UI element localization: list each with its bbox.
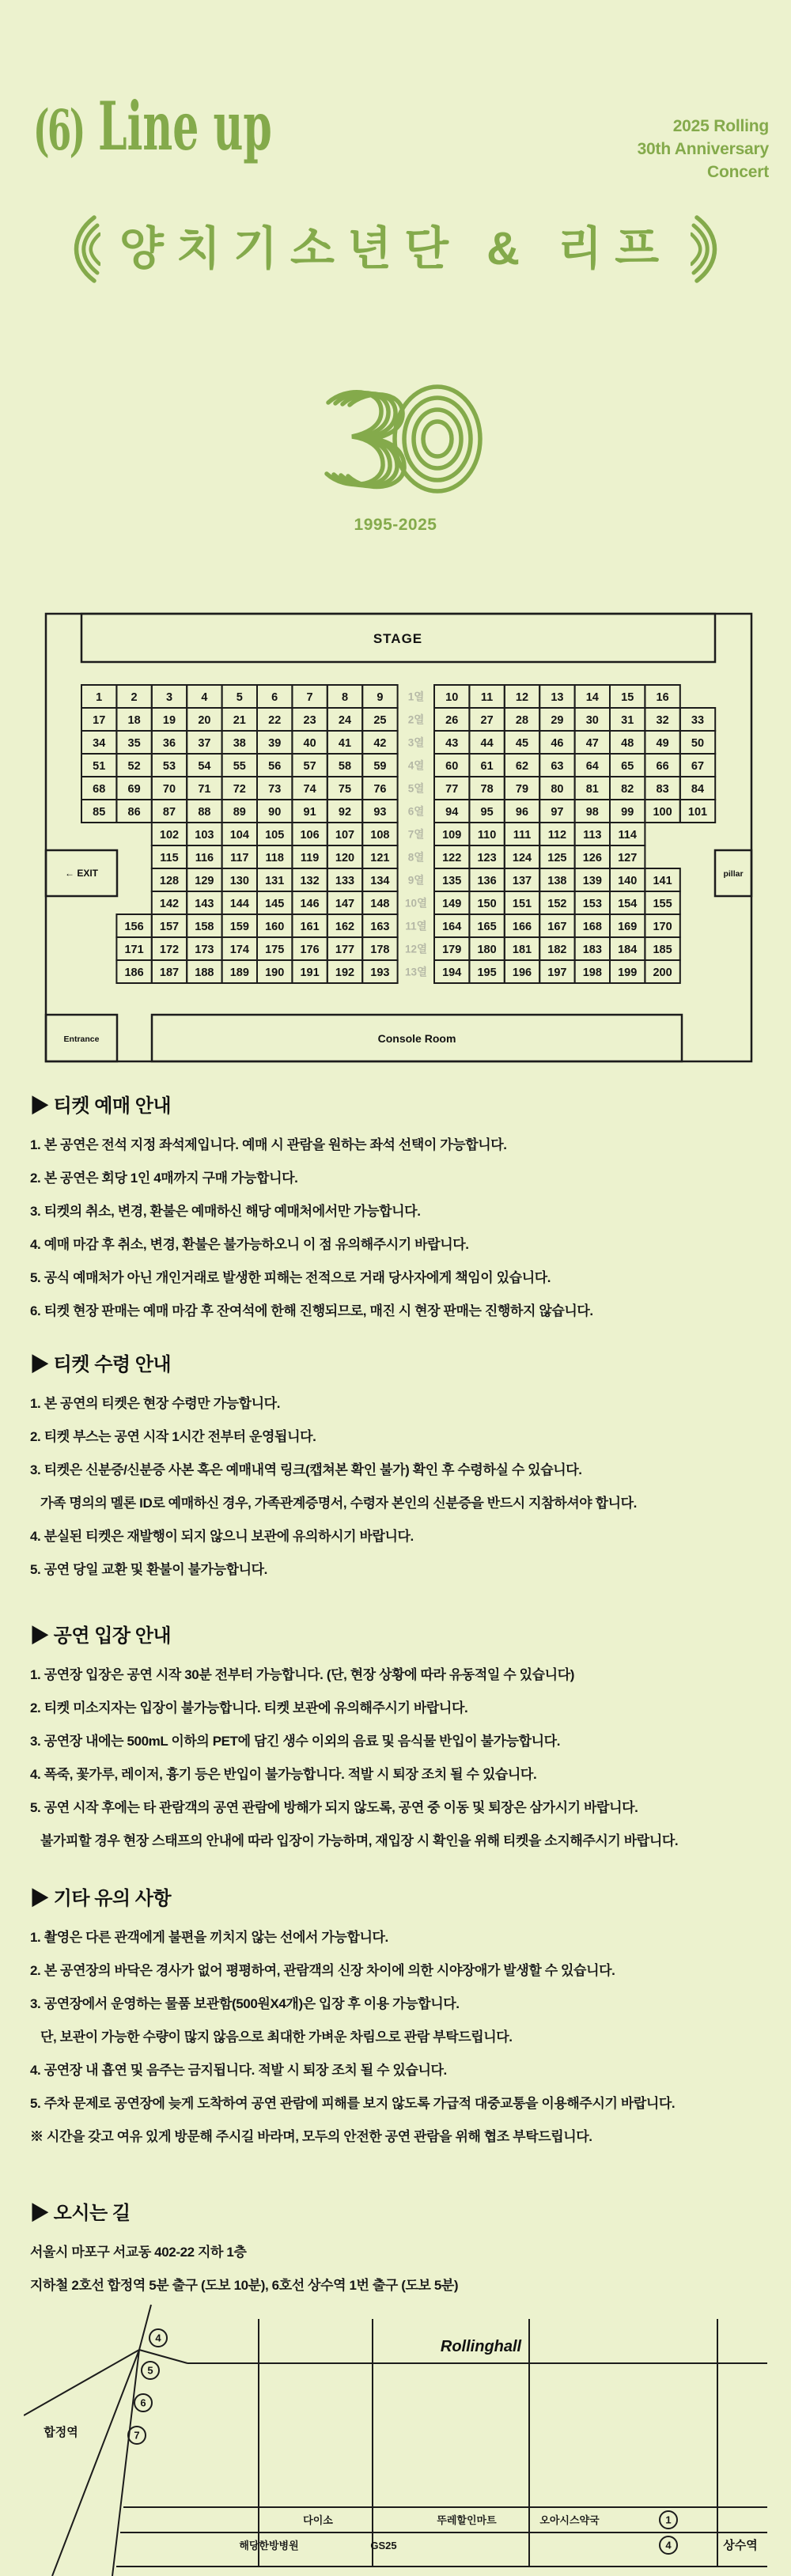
seat-number: 62	[515, 760, 529, 773]
seat-number: 17	[93, 714, 106, 727]
section-items	[30, 1397, 766, 1577]
notice-item: 가족 명의의 멜론 ID로 예매하신 경우, 가족관계증명서, 수령자 본인의 신분증을 반드시 지참하셔야 합니다.	[40, 1496, 637, 1511]
seat-number: 160	[265, 921, 285, 933]
notice-item: 5. 공연 당일 교환 및 환불이 불가능합니다.	[30, 1562, 267, 1577]
seat-number: 112	[547, 829, 567, 842]
seat-number: 182	[547, 944, 567, 956]
seat-number: 116	[195, 852, 214, 864]
seat-number: 151	[512, 898, 532, 910]
seat-number: 153	[582, 898, 602, 910]
hapjeong-exit-7	[128, 2427, 146, 2444]
notice-item: 1. 본 공연의 티켓은 현장 수령만 가능합니다.	[30, 1396, 281, 1411]
seat-number: 170	[653, 921, 672, 933]
pillar-label: pillar	[723, 869, 744, 879]
seat-number: 28	[515, 714, 529, 727]
row-label: 10열	[404, 897, 428, 910]
section-items	[30, 1138, 766, 1318]
seat-number: 79	[515, 783, 529, 796]
seat-number: 75	[338, 783, 352, 796]
seat-number: 8	[341, 691, 349, 704]
seat-number: 141	[653, 875, 672, 887]
seat-number: 90	[268, 806, 282, 819]
seat-number: 150	[477, 898, 497, 910]
seat-number: 155	[653, 898, 672, 910]
notice-item: 4. 분실된 티켓은 재발행이 되지 않으니 보관에 유의하시기 바랍니다.	[30, 1529, 414, 1544]
seat-number: 197	[547, 966, 567, 979]
seat-number: 11	[480, 691, 494, 704]
notice-item: 5. 주차 문제로 공연장에 늦게 도착하여 공연 관람에 피해를 보지 않도록 가급적 대중교통을 이용해주시기 바랍니다.	[30, 2096, 676, 2111]
seat-number: 76	[373, 783, 387, 796]
seat-number: 46	[551, 737, 564, 750]
right-bracket-ornament	[691, 215, 727, 283]
seat-number: 97	[551, 806, 564, 819]
seat-number: 70	[162, 783, 176, 796]
seat-number: 96	[515, 806, 529, 819]
seat-number: 158	[195, 921, 214, 933]
seat-number: 195	[477, 966, 497, 979]
sangsu-exit-1	[660, 2511, 677, 2529]
seat-number: 69	[127, 783, 141, 796]
seat-number: 108	[370, 829, 390, 842]
seat-number: 4	[201, 691, 208, 704]
section-title: ▶ 오시는 길	[30, 2203, 131, 2224]
seat-number: 145	[265, 898, 285, 910]
seat-number: 29	[551, 714, 564, 727]
seat-number: 162	[335, 921, 355, 933]
notice-item: 2. 티켓 부스는 공연 시작 1시간 전부터 운영됩니다.	[30, 1429, 316, 1444]
notice-item: 3. 공연장에서 운영하는 물품 보관함(500원X4개)은 입장 후 이용 가능합니다.	[30, 1996, 460, 2011]
seat-number: 31	[621, 714, 634, 727]
svg-text:1: 1	[665, 2514, 672, 2526]
section-items	[30, 2245, 766, 2293]
seat-number: 111	[513, 829, 532, 842]
section-other-notices	[30, 1882, 766, 2163]
seat-number: 173	[195, 944, 214, 956]
entrance-label: Entrance	[63, 1035, 100, 1044]
seat-number: 117	[230, 852, 249, 864]
seat-number: 168	[582, 921, 602, 933]
exit-label: ← EXIT	[64, 868, 99, 879]
seat-number: 58	[338, 760, 352, 773]
seat-number: 164	[442, 921, 462, 933]
seat-number: 163	[370, 921, 390, 933]
notice-item: 1. 공연장 입장은 공연 시작 30분 전부터 가능합니다. (단, 현장 상황에 따라 유동적일 수 있습니다)	[30, 1667, 574, 1682]
notice-item: 3. 티켓의 취소, 변경, 환불은 예매하신 해당 예매처에서만 가능합니다.	[30, 1204, 421, 1219]
seat-number: 18	[127, 714, 141, 727]
seat-number: 200	[653, 966, 672, 979]
notice-item: 지하철 2호선 합정역 5분 출구 (도보 10분), 6호선 상수역 1번 출구 (도보 5분)	[30, 2278, 459, 2293]
seat-number: 57	[303, 760, 316, 773]
section-ticket-pickup	[30, 1349, 766, 1596]
seat-number: 102	[159, 829, 180, 842]
seat-number: 14	[585, 691, 599, 704]
seat-number: 73	[268, 783, 282, 796]
seat-number: 56	[268, 760, 282, 773]
seat-number: 51	[93, 760, 106, 773]
seat-number: 52	[127, 760, 141, 773]
notice-item: 2. 본 공연은 회당 1인 4매까지 구매 가능합니다.	[30, 1171, 298, 1186]
notice-item: 5. 공식 예매처가 아닌 개인거래로 발생한 피해는 전적으로 거래 당사자에게 책임이 있습니다.	[30, 1270, 551, 1285]
seat-number: 101	[687, 806, 708, 819]
seat-number: 156	[124, 921, 144, 933]
seat-number: 85	[93, 806, 106, 819]
seat-number: 104	[229, 829, 249, 842]
seat-number: 137	[512, 875, 532, 887]
row-label: 12열	[404, 943, 428, 955]
seat-number: 95	[480, 806, 494, 819]
section-title: ▶ 티켓 예매 안내	[30, 1095, 172, 1117]
seat-number: 15	[621, 691, 634, 704]
notice-item: 4. 예매 마감 후 취소, 변경, 환불은 불가능하오니 이 점 유의해주시기 바랍니다.	[30, 1237, 469, 1252]
seat-number: 123	[477, 852, 497, 864]
seat-number: 2	[131, 691, 138, 704]
notice-item: 1. 본 공연은 전석 지정 좌석제입니다. 예매 시 관람을 원하는 좌석 선택이 가능합니다.	[30, 1137, 507, 1152]
section-items	[30, 1668, 766, 1848]
seat-number: 147	[335, 898, 355, 910]
seat-number: 54	[198, 760, 211, 773]
section-directions	[30, 2197, 766, 2312]
seat-number: 44	[480, 737, 494, 750]
seat-number: 89	[233, 806, 246, 819]
seat-number: 59	[373, 760, 387, 773]
seat-number: 60	[445, 760, 459, 773]
seat-number: 172	[159, 944, 180, 956]
seat-number: 196	[512, 966, 532, 979]
seat-number: 138	[547, 875, 567, 887]
seat-number: 165	[477, 921, 497, 933]
store-pharmacy-label: 오아시스약국	[539, 2514, 600, 2526]
seat-number: 115	[160, 852, 179, 864]
notice-item: 5. 공연 시작 후에는 타 관람객의 공연 관람에 방해가 되지 않도록, 공연 중 이동 및 퇴장은 삼가시기 바랍니다.	[30, 1800, 638, 1815]
seat-number: 49	[656, 737, 669, 750]
seat-number: 83	[656, 783, 669, 796]
seat-number: 110	[477, 829, 497, 842]
seat-number: 135	[442, 875, 462, 887]
seat-number: 190	[265, 966, 285, 979]
seat-number: 129	[195, 875, 214, 887]
seat-number: 86	[127, 806, 141, 819]
seat-number: 78	[480, 783, 494, 796]
seat-number: 80	[551, 783, 564, 796]
seat-number: 50	[691, 737, 705, 750]
seat-number: 107	[335, 829, 355, 842]
seat-number: 33	[691, 714, 705, 727]
seat-number: 118	[265, 852, 284, 864]
notice-item: 단, 보관이 가능한 수량이 많지 않음으로 최대한 가벼운 차림으로 관람 부탁드립니다.	[40, 2029, 513, 2045]
seat-number: 66	[656, 760, 669, 773]
event-title-line2: 30th Anniversary	[637, 139, 769, 158]
seat-number: 35	[127, 737, 141, 750]
seat-number: 81	[585, 783, 599, 796]
seat-number: 41	[338, 737, 352, 750]
seat-number: 146	[300, 898, 320, 910]
notice-item: 1. 촬영은 다른 관객에게 불편을 끼치지 않는 선에서 가능합니다.	[30, 1930, 388, 1945]
seat-number: 140	[618, 875, 638, 887]
store-mart-label: 뚜레할인마트	[437, 2514, 497, 2526]
seat-number: 159	[229, 921, 249, 933]
seat-number: 87	[162, 806, 176, 819]
notice-item: 2. 본 공연장의 바닥은 경사가 없어 평평하여, 관람객의 신장 차이에 의한 시야장애가 발생할 수 있습니다.	[30, 1963, 615, 1978]
seat-number: 188	[195, 966, 214, 979]
event-title-line1: 2025 Rolling	[672, 117, 769, 135]
seat-number: 91	[303, 806, 316, 819]
venue-label: Rollinghall	[440, 2338, 522, 2355]
seat-number: 103	[195, 829, 214, 842]
svg-text:6: 6	[140, 2396, 146, 2409]
seat-number: 93	[373, 806, 387, 819]
seat-number: 99	[621, 806, 634, 819]
section-items	[30, 1931, 766, 2144]
notice-item: 2. 티켓 미소지자는 입장이 불가능합니다. 티켓 보관에 유의해주시기 바랍니다.	[30, 1700, 468, 1715]
row-label: 6열	[407, 805, 425, 818]
row-label: 1열	[407, 690, 425, 703]
seat-number: 9	[377, 691, 384, 704]
seat-number: 154	[618, 898, 638, 910]
seat-number: 42	[373, 737, 387, 750]
seat-number: 23	[303, 714, 316, 727]
seat-number: 24	[338, 714, 352, 727]
svg-text:4: 4	[665, 2539, 672, 2551]
seat-number: 186	[124, 966, 144, 979]
seat-number: 47	[585, 737, 599, 750]
seat-number: 199	[618, 966, 638, 979]
seat-number: 53	[162, 760, 176, 773]
seat-number: 30	[585, 714, 599, 727]
seat-number: 82	[621, 783, 634, 796]
row-label: 7열	[407, 828, 425, 841]
seat-number: 179	[442, 944, 462, 956]
seat-number: 72	[233, 783, 246, 796]
seat-number: 119	[300, 852, 320, 864]
seat-number: 134	[370, 875, 390, 887]
seat-number: 22	[268, 714, 282, 727]
row-label: 5열	[407, 782, 425, 795]
seat-number: 43	[445, 737, 459, 750]
seat-number: 177	[335, 944, 355, 956]
lineup-logo	[33, 87, 272, 165]
seat-number: 130	[229, 875, 249, 887]
svg-text:7: 7	[134, 2429, 140, 2442]
seat-number: 193	[370, 966, 390, 979]
section-entry-guide	[30, 1620, 766, 1867]
seat-number: 125	[547, 852, 567, 864]
lineup-number-badge: (6)	[33, 97, 84, 163]
seat-number: 143	[195, 898, 214, 910]
seat-number: 106	[300, 829, 320, 842]
seat-number: 174	[229, 944, 249, 956]
event-title-line3: Concert	[707, 162, 769, 181]
left-bracket-ornament	[64, 215, 100, 283]
seat-map	[24, 609, 767, 1065]
stage-label: STAGE	[373, 631, 423, 646]
seat-number: 45	[515, 737, 529, 750]
seat-number: 136	[477, 875, 497, 887]
seat-number: 48	[621, 737, 634, 750]
seat-number: 122	[442, 852, 462, 864]
seat-number: 178	[370, 944, 390, 956]
seat-grid	[81, 685, 715, 983]
seat-number: 20	[198, 714, 211, 727]
seat-number: 113	[583, 829, 602, 842]
console-room-label: Console Room	[377, 1032, 456, 1045]
notice-item: 3. 티켓은 신분증/신분증 사본 혹은 예매내역 링크(캡쳐본 확인 불가) 확인 후 수령하실 수 있습니다.	[30, 1462, 582, 1477]
seat-number: 84	[691, 783, 705, 796]
row-label: 9열	[407, 874, 425, 887]
seat-number: 77	[445, 783, 459, 796]
seat-number: 105	[265, 829, 285, 842]
seat-number: 1	[96, 691, 103, 704]
seat-number: 183	[582, 944, 602, 956]
svg-text:5: 5	[147, 2364, 153, 2377]
seat-number: 37	[198, 737, 211, 750]
seat-number: 187	[159, 966, 180, 979]
hapjeong-exit-6	[134, 2394, 152, 2411]
seat-number: 133	[335, 875, 355, 887]
section-ticket-booking	[30, 1090, 766, 1337]
seat-number: 55	[233, 760, 246, 773]
seat-number: 191	[300, 966, 320, 979]
seat-number: 114	[618, 829, 637, 842]
seat-number: 181	[512, 944, 532, 956]
seat-number: 139	[582, 875, 602, 887]
notice-item: 불가피할 경우 현장 스태프의 안내에 따라 입장이 가능하며, 재입장 시 확인을 위해 티켓을 소지해주시기 바랍니다.	[40, 1833, 679, 1848]
seat-number: 19	[162, 714, 176, 727]
notice-footnote: ※ 시간을 갖고 여유 있게 방문해 주시길 바라며, 모두의 안전한 공연 관람을 위해 협조 부탁드립니다.	[30, 2129, 592, 2144]
seat-number: 169	[618, 921, 638, 933]
seat-number: 3	[165, 691, 173, 704]
seat-number: 171	[124, 944, 144, 956]
row-label: 11열	[405, 920, 427, 932]
seat-number: 39	[268, 737, 282, 750]
artist-title-row	[0, 215, 791, 283]
row-label: 4열	[407, 759, 425, 772]
seat-number: 121	[370, 852, 390, 864]
store-gs25-label: GS25	[370, 2540, 397, 2551]
seat-number: 149	[442, 898, 462, 910]
section-title: ▶ 공연 입장 안내	[30, 1625, 172, 1647]
seat-number: 12	[515, 691, 529, 704]
seat-number: 21	[233, 714, 246, 727]
seat-number: 109	[442, 829, 462, 842]
sangsu-exit-4	[660, 2536, 677, 2554]
seat-number: 166	[512, 921, 532, 933]
notice-item: 4. 공연장 내 흡연 및 음주는 금지됩니다. 적발 시 퇴장 조치 될 수 있습니다.	[30, 2063, 447, 2078]
seat-number: 74	[303, 783, 316, 796]
seat-number: 92	[338, 806, 352, 819]
artist-title: 양치기소년단 & 리프	[119, 223, 672, 274]
notice-item: 6. 티켓 현장 판매는 예매 마감 후 잔여석에 한해 진행되므로, 매진 시 현장 판매는 진행하지 않습니다.	[30, 1303, 593, 1318]
seat-number: 64	[585, 760, 599, 773]
seat-number: 148	[370, 898, 390, 910]
seat-number: 161	[300, 921, 320, 933]
hapjeong-station-label: 합정역	[44, 2426, 78, 2439]
seat-number: 142	[159, 898, 180, 910]
hapjeong-exit-5	[142, 2362, 159, 2379]
anniversary-30-logo	[305, 382, 486, 497]
seat-number: 34	[93, 737, 106, 750]
seat-number: 27	[480, 714, 494, 727]
store-daiso-label: 다이소	[303, 2514, 333, 2526]
seat-number: 40	[303, 737, 316, 750]
row-label: 2열	[407, 713, 425, 726]
seat-number: 71	[198, 783, 211, 796]
seat-number: 127	[618, 852, 638, 864]
seat-number: 157	[159, 921, 180, 933]
hapjeong-exit-4	[149, 2329, 167, 2347]
row-label: 8열	[407, 851, 425, 864]
numeral-0-rings	[395, 387, 480, 491]
seat-number: 128	[159, 875, 180, 887]
event-title	[638, 115, 769, 184]
seat-number: 67	[691, 760, 705, 773]
seat-number: 32	[656, 714, 669, 727]
seat-number: 13	[551, 691, 564, 704]
seat-number: 198	[582, 966, 602, 979]
directions-map	[24, 2303, 767, 2576]
seat-number: 63	[551, 760, 564, 773]
seat-number: 180	[477, 944, 497, 956]
seat-number: 184	[618, 944, 638, 956]
seat-number: 189	[229, 966, 249, 979]
seat-number: 100	[653, 806, 672, 819]
notice-item: 4. 폭죽, 꽃가루, 레이저, 흉기 등은 반입이 불가능합니다. 적발 시 퇴장 조치 될 수 있습니다.	[30, 1767, 537, 1782]
notice-item: 서울시 마포구 서교동 402-22 지하 1층	[30, 2245, 247, 2260]
seat-number: 25	[373, 714, 387, 727]
seat-number: 144	[229, 898, 249, 910]
seat-number: 126	[582, 852, 602, 864]
seat-number: 194	[442, 966, 462, 979]
seat-number: 132	[300, 875, 320, 887]
row-label: 13열	[404, 966, 428, 978]
store-clinic-label: 해당한방병원	[239, 2540, 299, 2551]
seat-number: 120	[335, 852, 355, 864]
seat-number: 65	[621, 760, 634, 773]
seat-number: 26	[445, 714, 459, 727]
seat-number: 167	[547, 921, 567, 933]
seat-number: 192	[335, 966, 355, 979]
seat-number: 94	[445, 806, 459, 819]
section-title: ▶ 기타 유의 사항	[30, 1888, 172, 1909]
seat-number: 185	[653, 944, 672, 956]
seat-number: 152	[547, 898, 567, 910]
seat-number: 175	[265, 944, 285, 956]
seat-number: 131	[265, 875, 285, 887]
anniversary-years: 1995-2025	[354, 516, 437, 534]
seat-number: 68	[93, 783, 106, 796]
seat-number: 88	[198, 806, 211, 819]
seat-number: 98	[585, 806, 599, 819]
seat-number: 16	[656, 691, 669, 704]
seat-number: 38	[233, 737, 246, 750]
seat-number: 36	[162, 737, 176, 750]
sangsu-station-label: 상수역	[723, 2539, 758, 2552]
seat-number: 10	[445, 691, 459, 704]
seat-number: 124	[512, 852, 532, 864]
notice-item: 3. 공연장 내에는 500mL 이하의 PET에 담긴 생수 이외의 음료 및 음식물 반입이 불가능합니다.	[30, 1734, 561, 1749]
row-label: 3열	[407, 736, 425, 749]
svg-text:4: 4	[155, 2332, 161, 2344]
seat-number: 7	[306, 691, 313, 704]
seat-number: 5	[236, 691, 243, 704]
seat-number: 176	[300, 944, 320, 956]
seat-number: 6	[271, 691, 278, 704]
lineup-logo-text: Line up	[97, 87, 272, 165]
section-title: ▶ 티켓 수령 안내	[30, 1354, 172, 1375]
seat-number: 61	[480, 760, 494, 773]
